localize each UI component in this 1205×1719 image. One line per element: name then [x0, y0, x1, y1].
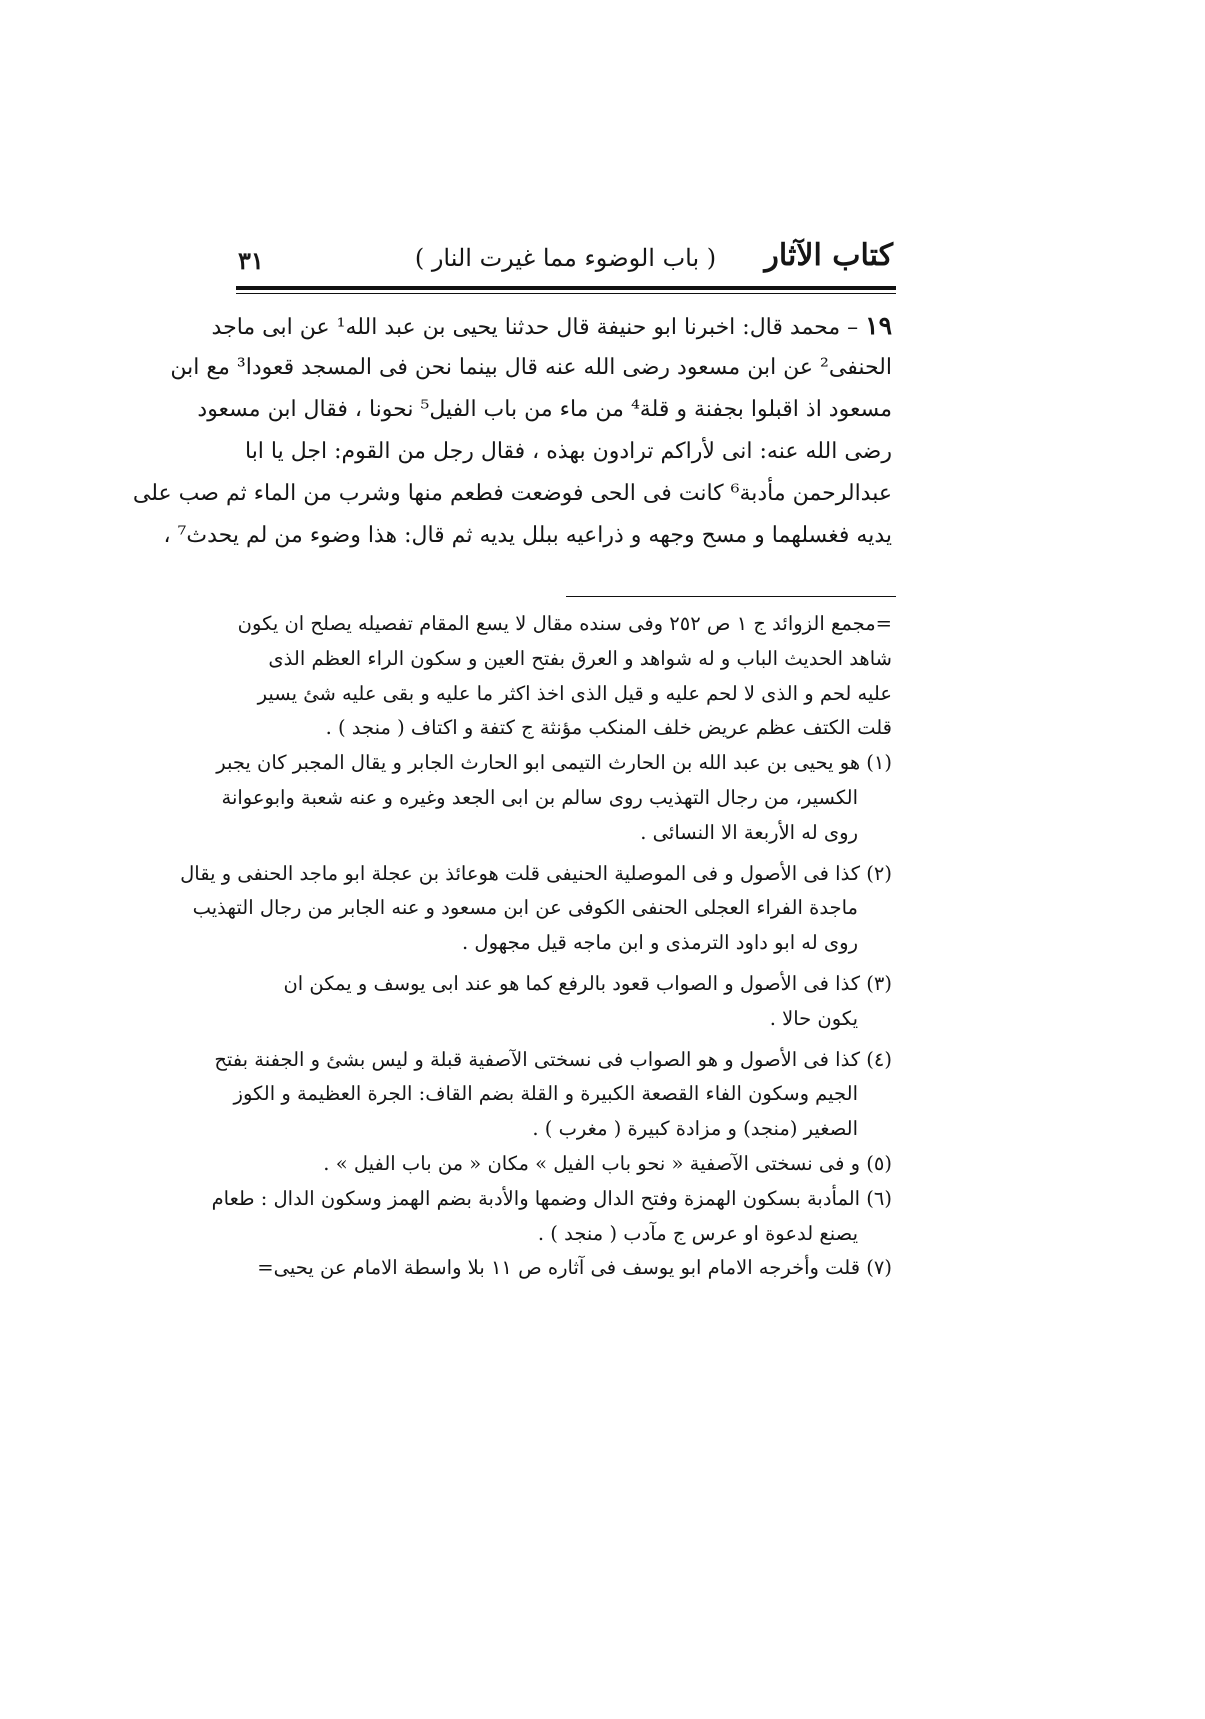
footnote-6-line: يصنع لدعوة او عرس ج مآدب ( منجد ) . — [537, 1221, 858, 1245]
header-rule-thick — [236, 286, 896, 290]
page-header — [238, 232, 893, 292]
footnote-2: (٢) كذا فى الأصول و فى الموصلية الحنيفى قلت هوعائذ بن عجلة ابو ماجد الحنفى و يقال — [180, 861, 892, 885]
footnote-3-line: يكون حالا . — [769, 1006, 858, 1030]
footnote-1: (١) هو يحيى بن عبد الله بن الحارث التيمى ابو الحارث الجابر و يقال المجبر كان يجبر — [216, 751, 892, 775]
header-rule-thin — [236, 293, 896, 294]
hadith-line: يديه فغسلهما و مسح وجهه و ذراعيه ببلل يديه ثم قال: هذا وضوء من لم يحدث⁷ ، — [163, 523, 892, 548]
page-number: ٣١ — [238, 246, 264, 275]
hadith-number: ١٩ — [865, 311, 892, 340]
footnote-4-line: الصغير (منجد) و مزادة كبيرة ( مغرب ) . — [532, 1117, 858, 1141]
footnote-7: (٧) قلت وأخرجه الامام ابو يوسف فى آثاره ص ١١ بلا واسطة الامام عن يحيى= — [257, 1256, 892, 1280]
hadith-line: الحنفى² عن ابن مسعود رضى الله عنه قال بينما نحن فى المسجد قعودا³ مع ابن — [170, 355, 892, 380]
footnote-continuation-line: شاهد الحديث الباب و له شواهد و العرق بفتح العين و سكون الراء العظم الذى — [268, 646, 892, 670]
footnotes — [180, 603, 892, 1286]
hadith-line: ١٩ – محمد قال: اخبرنا ابو حنيفة قال حدثنا يحيى بن عبد الله¹ عن ابى ماجد — [211, 311, 892, 340]
chapter-title: ( باب الوضوء مما غيرت النار ) — [414, 244, 717, 272]
hadith-line: رضى الله عنه: انى لأراكم ترادون بهذه ، فقال رجل من القوم: اجل يا ابا — [244, 439, 892, 464]
footnote-continuation-line: عليه لحم و الذى لا لحم عليه و قيل الذى اخذ اكثر ما عليه و بقى عليه شئ يسير — [257, 681, 892, 705]
footnote-1-line: روى له الأربعة الا النسائى . — [640, 820, 858, 844]
footnote-continuation-line: قلت الكتف عظم عريض خلف المنكب مؤنثة ج كتفة و اكتاف ( منجد ) . — [325, 716, 892, 740]
footnote-2-line: ماجدة الفراء العجلى الحنفى الكوفى عن ابن مسعود و عنه الجابر من رجال التهذيب — [192, 896, 858, 920]
footnote-1-line: الكسير، من رجال التهذيب روى سالم بن ابى الجعد وغيره و عنه شعبة وابوعوانة — [221, 785, 858, 809]
footnote-separator — [566, 596, 896, 597]
footnote-3: (٣) كذا فى الأصول و الصواب قعود بالرفع كما هو عند ابى يوسف و يمكن ان — [283, 971, 892, 995]
footnote-5: (٥) و فى نسختى الآصفية « نحو باب الفيل » مكان « من باب الفيل » . — [323, 1151, 892, 1175]
hadith-line: مسعود اذ اقبلوا بجفنة و قلة⁴ من ماء من باب الفيل⁵ نحونا ، فقال ابن مسعود — [197, 397, 892, 422]
hadith-line: عبدالرحمن مأدبة⁶ كانت فى الحى فوضعت فطعم منها وشرب من الماء ثم صب على — [132, 481, 892, 506]
footnote-4: (٤) كذا فى الأصول و هو الصواب فى نسختى الآصفية قبلة و ليس بشئ و الجفنة بفتح — [214, 1047, 892, 1071]
footnote-2-line: روى له ابو داود الترمذى و ابن ماجه قيل مجهول . — [462, 931, 858, 955]
book-title: كتاب الآثار — [764, 238, 893, 273]
footnote-6: (٦) المأدبة بسكون الهمزة وفتح الدال وضمها والأدبة بضم الهمز وسكون الدال : طعام — [211, 1186, 892, 1210]
footnote-4-line: الجيم وسكون الفاء القصعة الكبيرة و القلة بضم القاف: الجرة العظيمة و الكوز — [233, 1082, 858, 1106]
hadith-text — [132, 305, 892, 557]
footnote-continuation-line: =مجمع الزوائد ج ١ ص ٢٥٢ وفى سنده مقال لا يسع المقام تفصيله يصلح ان يكون — [237, 612, 892, 635]
